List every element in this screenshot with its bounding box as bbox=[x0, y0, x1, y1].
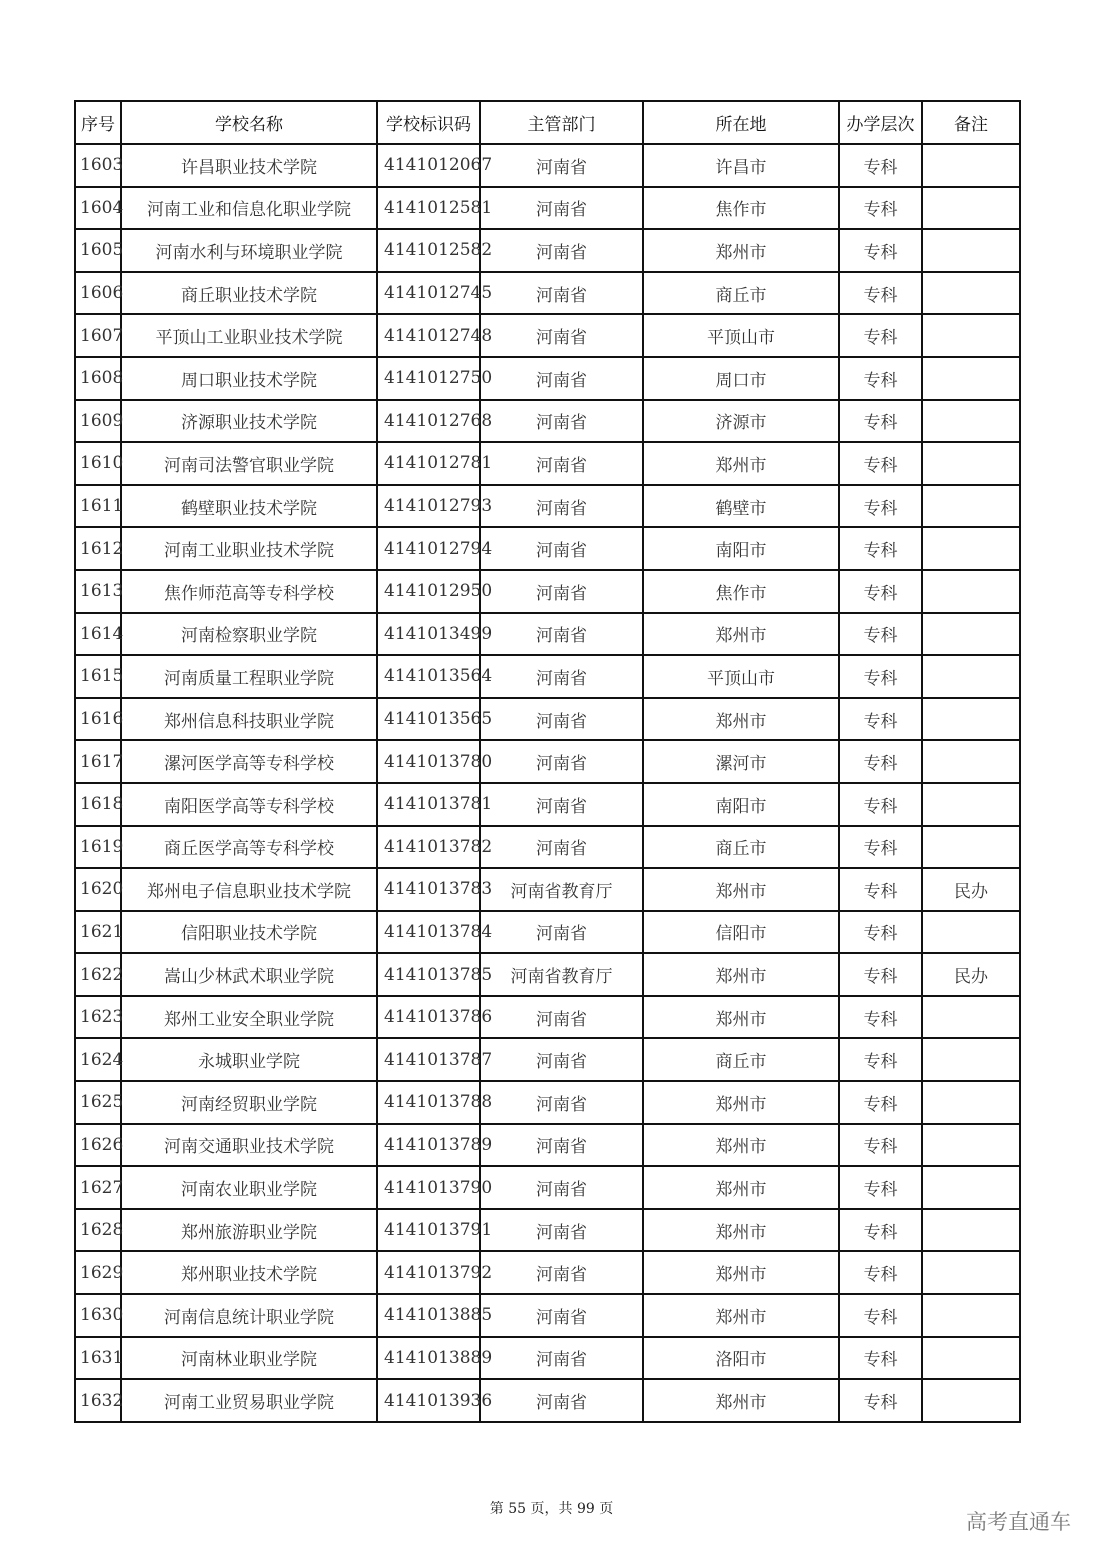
location-cell: 郑州市 bbox=[643, 1209, 839, 1252]
level-cell: 专科 bbox=[839, 868, 922, 911]
level-cell: 专科 bbox=[839, 996, 922, 1039]
remarks-cell bbox=[922, 1166, 1020, 1209]
school-code-cell: 4141013499 bbox=[377, 613, 480, 656]
school-name-cell: 郑州工业安全职业学院 bbox=[121, 996, 377, 1039]
remarks-cell bbox=[922, 740, 1020, 783]
level-cell: 专科 bbox=[839, 314, 922, 357]
authority-cell: 河南省 bbox=[480, 783, 643, 826]
school-name-cell: 河南农业职业学院 bbox=[121, 1166, 377, 1209]
index-cell: 1614 bbox=[75, 613, 121, 656]
remarks-cell bbox=[922, 783, 1020, 826]
location-cell: 郑州市 bbox=[643, 613, 839, 656]
school-code-cell: 4141013885 bbox=[377, 1294, 480, 1337]
remarks-cell bbox=[922, 400, 1020, 443]
index-cell: 1613 bbox=[75, 570, 121, 613]
school-name-cell: 河南水利与环境职业学院 bbox=[121, 229, 377, 272]
remarks-cell bbox=[922, 1379, 1020, 1422]
remarks-cell bbox=[922, 826, 1020, 869]
level-cell: 专科 bbox=[839, 272, 922, 315]
remarks-cell bbox=[922, 613, 1020, 656]
table-row bbox=[75, 144, 1020, 187]
level-cell: 专科 bbox=[839, 144, 922, 187]
school-code-cell: 4141013781 bbox=[377, 783, 480, 826]
table-row bbox=[75, 1337, 1020, 1380]
school-name-cell: 河南质量工程职业学院 bbox=[121, 655, 377, 698]
location-cell: 商丘市 bbox=[643, 272, 839, 315]
page-number: 第 55 页，共 99 页 bbox=[489, 1501, 614, 1517]
location-cell: 鹤壁市 bbox=[643, 485, 839, 528]
location-cell: 漯河市 bbox=[643, 740, 839, 783]
remarks-cell bbox=[922, 1209, 1020, 1252]
school-name-cell: 郑州旅游职业学院 bbox=[121, 1209, 377, 1252]
remarks-cell bbox=[922, 144, 1020, 187]
school-name-cell: 河南司法警官职业学院 bbox=[121, 442, 377, 485]
location-cell: 南阳市 bbox=[643, 527, 839, 570]
location-cell: 郑州市 bbox=[643, 868, 839, 911]
table-row bbox=[75, 740, 1020, 783]
level-cell: 专科 bbox=[839, 1379, 922, 1422]
table-row bbox=[75, 229, 1020, 272]
school-name-cell: 许昌职业技术学院 bbox=[121, 144, 377, 187]
index-cell: 1608 bbox=[75, 357, 121, 400]
authority-cell: 河南省 bbox=[480, 144, 643, 187]
table-row bbox=[75, 272, 1020, 315]
school-code-cell: 4141013789 bbox=[377, 1124, 480, 1167]
school-code-cell: 4141013788 bbox=[377, 1081, 480, 1124]
remarks-cell bbox=[922, 655, 1020, 698]
table-row bbox=[75, 783, 1020, 826]
index-cell: 1622 bbox=[75, 953, 121, 996]
level-cell: 专科 bbox=[839, 1081, 922, 1124]
index-cell: 1612 bbox=[75, 527, 121, 570]
school-name-cell: 河南交通职业技术学院 bbox=[121, 1124, 377, 1167]
authority-cell: 河南省 bbox=[480, 527, 643, 570]
authority-cell: 河南省 bbox=[480, 911, 643, 954]
authority-cell: 河南省 bbox=[480, 229, 643, 272]
table-body bbox=[75, 144, 1020, 1422]
remarks-cell bbox=[922, 1038, 1020, 1081]
location-cell: 平顶山市 bbox=[643, 314, 839, 357]
index-cell: 1621 bbox=[75, 911, 121, 954]
level-cell: 专科 bbox=[839, 613, 922, 656]
header-level: 办学层次 bbox=[839, 101, 922, 144]
school-name-cell: 郑州职业技术学院 bbox=[121, 1251, 377, 1294]
school-name-cell: 河南工业职业技术学院 bbox=[121, 527, 377, 570]
table-row bbox=[75, 868, 1020, 911]
table-header-row bbox=[75, 101, 1020, 144]
authority-cell: 河南省 bbox=[480, 1166, 643, 1209]
index-cell: 1617 bbox=[75, 740, 121, 783]
location-cell: 郑州市 bbox=[643, 1166, 839, 1209]
school-name-cell: 河南信息统计职业学院 bbox=[121, 1294, 377, 1337]
index-cell: 1610 bbox=[75, 442, 121, 485]
authority-cell: 河南省 bbox=[480, 1337, 643, 1380]
level-cell: 专科 bbox=[839, 740, 922, 783]
index-cell: 1625 bbox=[75, 1081, 121, 1124]
index-cell: 1627 bbox=[75, 1166, 121, 1209]
location-cell: 郑州市 bbox=[643, 953, 839, 996]
index-cell: 1630 bbox=[75, 1294, 121, 1337]
remarks-cell bbox=[922, 570, 1020, 613]
level-cell: 专科 bbox=[839, 911, 922, 954]
table-row bbox=[75, 911, 1020, 954]
location-cell: 郑州市 bbox=[643, 1081, 839, 1124]
school-code-cell: 4141013787 bbox=[377, 1038, 480, 1081]
level-cell: 专科 bbox=[839, 442, 922, 485]
level-cell: 专科 bbox=[839, 1251, 922, 1294]
remarks-cell bbox=[922, 357, 1020, 400]
remarks-cell bbox=[922, 187, 1020, 230]
table-row bbox=[75, 655, 1020, 698]
index-cell: 1605 bbox=[75, 229, 121, 272]
location-cell: 郑州市 bbox=[643, 1124, 839, 1167]
authority-cell: 河南省 bbox=[480, 187, 643, 230]
index-cell: 1623 bbox=[75, 996, 121, 1039]
level-cell: 专科 bbox=[839, 1038, 922, 1081]
remarks-cell bbox=[922, 911, 1020, 954]
level-cell: 专科 bbox=[839, 187, 922, 230]
header-index: 序号 bbox=[75, 101, 121, 144]
authority-cell: 河南省 bbox=[480, 1379, 643, 1422]
watermark: 高考直通车 bbox=[966, 1510, 1071, 1534]
school-code-cell: 4141012768 bbox=[377, 400, 480, 443]
table-row bbox=[75, 485, 1020, 528]
authority-cell: 河南省 bbox=[480, 272, 643, 315]
school-name-cell: 信阳职业技术学院 bbox=[121, 911, 377, 954]
authority-cell: 河南省 bbox=[480, 1038, 643, 1081]
remarks-cell bbox=[922, 698, 1020, 741]
school-list-table bbox=[74, 100, 1021, 1423]
table-row bbox=[75, 613, 1020, 656]
table-row bbox=[75, 1124, 1020, 1167]
school-name-cell: 河南检察职业学院 bbox=[121, 613, 377, 656]
level-cell: 专科 bbox=[839, 1166, 922, 1209]
school-name-cell: 焦作师范高等专科学校 bbox=[121, 570, 377, 613]
school-code-cell: 4141013783 bbox=[377, 868, 480, 911]
table-row bbox=[75, 953, 1020, 996]
location-cell: 郑州市 bbox=[643, 1251, 839, 1294]
school-name-cell: 河南经贸职业学院 bbox=[121, 1081, 377, 1124]
location-cell: 郑州市 bbox=[643, 996, 839, 1039]
school-name-cell: 济源职业技术学院 bbox=[121, 400, 377, 443]
table-row bbox=[75, 400, 1020, 443]
authority-cell: 河南省教育厅 bbox=[480, 953, 643, 996]
school-code-cell: 4141013790 bbox=[377, 1166, 480, 1209]
location-cell: 焦作市 bbox=[643, 570, 839, 613]
table-row bbox=[75, 527, 1020, 570]
remarks-cell bbox=[922, 1081, 1020, 1124]
remarks-cell bbox=[922, 1124, 1020, 1167]
location-cell: 许昌市 bbox=[643, 144, 839, 187]
level-cell: 专科 bbox=[839, 783, 922, 826]
index-cell: 1628 bbox=[75, 1209, 121, 1252]
school-name-cell: 河南工业和信息化职业学院 bbox=[121, 187, 377, 230]
authority-cell: 河南省教育厅 bbox=[480, 868, 643, 911]
school-code-cell: 4141012781 bbox=[377, 442, 480, 485]
school-code-cell: 4141013792 bbox=[377, 1251, 480, 1294]
school-code-cell: 4141013936 bbox=[377, 1379, 480, 1422]
table-row bbox=[75, 1294, 1020, 1337]
header-school-name: 学校名称 bbox=[121, 101, 377, 144]
header-remarks: 备注 bbox=[922, 101, 1020, 144]
school-name-cell: 南阳医学高等专科学校 bbox=[121, 783, 377, 826]
school-code-cell: 4141013564 bbox=[377, 655, 480, 698]
school-name-cell: 平顶山工业职业技术学院 bbox=[121, 314, 377, 357]
table-row bbox=[75, 1379, 1020, 1422]
level-cell: 专科 bbox=[839, 1124, 922, 1167]
table-row bbox=[75, 826, 1020, 869]
school-code-cell: 4141012067 bbox=[377, 144, 480, 187]
table-row bbox=[75, 357, 1020, 400]
index-cell: 1606 bbox=[75, 272, 121, 315]
index-cell: 1604 bbox=[75, 187, 121, 230]
header-authority: 主管部门 bbox=[480, 101, 643, 144]
header-school-code: 学校标识码 bbox=[377, 101, 480, 144]
level-cell: 专科 bbox=[839, 357, 922, 400]
level-cell: 专科 bbox=[839, 1209, 922, 1252]
authority-cell: 河南省 bbox=[480, 1251, 643, 1294]
location-cell: 济源市 bbox=[643, 400, 839, 443]
location-cell: 郑州市 bbox=[643, 229, 839, 272]
authority-cell: 河南省 bbox=[480, 314, 643, 357]
authority-cell: 河南省 bbox=[480, 485, 643, 528]
school-code-cell: 4141012745 bbox=[377, 272, 480, 315]
level-cell: 专科 bbox=[839, 229, 922, 272]
index-cell: 1607 bbox=[75, 314, 121, 357]
table-row bbox=[75, 1166, 1020, 1209]
index-cell: 1624 bbox=[75, 1038, 121, 1081]
school-code-cell: 4141013565 bbox=[377, 698, 480, 741]
school-code-cell: 4141013784 bbox=[377, 911, 480, 954]
index-cell: 1603 bbox=[75, 144, 121, 187]
authority-cell: 河南省 bbox=[480, 442, 643, 485]
school-name-cell: 河南工业贸易职业学院 bbox=[121, 1379, 377, 1422]
location-cell: 南阳市 bbox=[643, 783, 839, 826]
location-cell: 商丘市 bbox=[643, 1038, 839, 1081]
school-name-cell: 鹤壁职业技术学院 bbox=[121, 485, 377, 528]
location-cell: 郑州市 bbox=[643, 698, 839, 741]
school-code-cell: 4141012748 bbox=[377, 314, 480, 357]
school-code-cell: 4141013780 bbox=[377, 740, 480, 783]
table-row bbox=[75, 314, 1020, 357]
school-code-cell: 4141013782 bbox=[377, 826, 480, 869]
school-name-cell: 商丘医学高等专科学校 bbox=[121, 826, 377, 869]
authority-cell: 河南省 bbox=[480, 1081, 643, 1124]
table-row bbox=[75, 996, 1020, 1039]
school-code-cell: 4141012750 bbox=[377, 357, 480, 400]
school-name-cell: 河南林业职业学院 bbox=[121, 1337, 377, 1380]
level-cell: 专科 bbox=[839, 400, 922, 443]
table-row bbox=[75, 442, 1020, 485]
level-cell: 专科 bbox=[839, 1294, 922, 1337]
authority-cell: 河南省 bbox=[480, 400, 643, 443]
authority-cell: 河南省 bbox=[480, 655, 643, 698]
school-code-cell: 4141013786 bbox=[377, 996, 480, 1039]
level-cell: 专科 bbox=[839, 698, 922, 741]
index-cell: 1609 bbox=[75, 400, 121, 443]
remarks-cell bbox=[922, 272, 1020, 315]
index-cell: 1626 bbox=[75, 1124, 121, 1167]
remarks-cell bbox=[922, 1337, 1020, 1380]
table-row bbox=[75, 1081, 1020, 1124]
index-cell: 1616 bbox=[75, 698, 121, 741]
location-cell: 周口市 bbox=[643, 357, 839, 400]
level-cell: 专科 bbox=[839, 826, 922, 869]
authority-cell: 河南省 bbox=[480, 613, 643, 656]
school-code-cell: 4141012581 bbox=[377, 187, 480, 230]
index-cell: 1629 bbox=[75, 1251, 121, 1294]
location-cell: 平顶山市 bbox=[643, 655, 839, 698]
remarks-cell bbox=[922, 485, 1020, 528]
index-cell: 1619 bbox=[75, 826, 121, 869]
remarks-cell bbox=[922, 1294, 1020, 1337]
authority-cell: 河南省 bbox=[480, 1209, 643, 1252]
school-name-cell: 周口职业技术学院 bbox=[121, 357, 377, 400]
index-cell: 1611 bbox=[75, 485, 121, 528]
remarks-cell bbox=[922, 527, 1020, 570]
remarks-cell bbox=[922, 996, 1020, 1039]
level-cell: 专科 bbox=[839, 570, 922, 613]
location-cell: 商丘市 bbox=[643, 826, 839, 869]
index-cell: 1618 bbox=[75, 783, 121, 826]
table-row bbox=[75, 1209, 1020, 1252]
table-row bbox=[75, 1038, 1020, 1081]
location-cell: 焦作市 bbox=[643, 187, 839, 230]
school-code-cell: 4141012950 bbox=[377, 570, 480, 613]
school-code-cell: 4141012794 bbox=[377, 527, 480, 570]
authority-cell: 河南省 bbox=[480, 570, 643, 613]
table-row bbox=[75, 1251, 1020, 1294]
school-code-cell: 4141013791 bbox=[377, 1209, 480, 1252]
table-row bbox=[75, 187, 1020, 230]
school-name-cell: 永城职业学院 bbox=[121, 1038, 377, 1081]
school-name-cell: 嵩山少林武术职业学院 bbox=[121, 953, 377, 996]
index-cell: 1632 bbox=[75, 1379, 121, 1422]
school-code-cell: 4141012582 bbox=[377, 229, 480, 272]
school-name-cell: 郑州电子信息职业技术学院 bbox=[121, 868, 377, 911]
authority-cell: 河南省 bbox=[480, 357, 643, 400]
school-code-cell: 4141013785 bbox=[377, 953, 480, 996]
authority-cell: 河南省 bbox=[480, 740, 643, 783]
authority-cell: 河南省 bbox=[480, 698, 643, 741]
school-code-cell: 4141012793 bbox=[377, 485, 480, 528]
level-cell: 专科 bbox=[839, 485, 922, 528]
authority-cell: 河南省 bbox=[480, 1294, 643, 1337]
school-name-cell: 商丘职业技术学院 bbox=[121, 272, 377, 315]
remarks-cell bbox=[922, 1251, 1020, 1294]
level-cell: 专科 bbox=[839, 953, 922, 996]
remarks-cell bbox=[922, 314, 1020, 357]
index-cell: 1615 bbox=[75, 655, 121, 698]
location-cell: 信阳市 bbox=[643, 911, 839, 954]
header-location: 所在地 bbox=[643, 101, 839, 144]
location-cell: 郑州市 bbox=[643, 1294, 839, 1337]
table-row bbox=[75, 698, 1020, 741]
remarks-cell bbox=[922, 229, 1020, 272]
table-row bbox=[75, 570, 1020, 613]
index-cell: 1631 bbox=[75, 1337, 121, 1380]
authority-cell: 河南省 bbox=[480, 826, 643, 869]
school-name-cell: 郑州信息科技职业学院 bbox=[121, 698, 377, 741]
level-cell: 专科 bbox=[839, 655, 922, 698]
authority-cell: 河南省 bbox=[480, 996, 643, 1039]
school-code-cell: 4141013889 bbox=[377, 1337, 480, 1380]
location-cell: 郑州市 bbox=[643, 1379, 839, 1422]
location-cell: 郑州市 bbox=[643, 442, 839, 485]
authority-cell: 河南省 bbox=[480, 1124, 643, 1167]
remarks-cell: 民办 bbox=[922, 953, 1020, 996]
remarks-cell bbox=[922, 442, 1020, 485]
level-cell: 专科 bbox=[839, 527, 922, 570]
school-name-cell: 漯河医学高等专科学校 bbox=[121, 740, 377, 783]
index-cell: 1620 bbox=[75, 868, 121, 911]
location-cell: 洛阳市 bbox=[643, 1337, 839, 1380]
level-cell: 专科 bbox=[839, 1337, 922, 1380]
remarks-cell: 民办 bbox=[922, 868, 1020, 911]
